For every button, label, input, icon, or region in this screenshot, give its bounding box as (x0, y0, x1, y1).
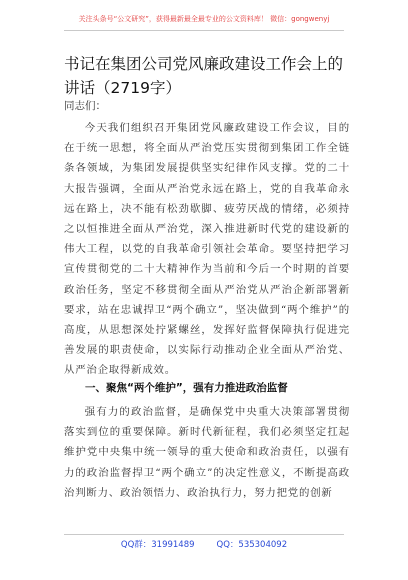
top-banner (64, 6, 344, 31)
banner-text: 关注头条号“公文研究”，获得最新最全最专业的公文资料库！ 微信：gongwenyj (78, 15, 330, 23)
section-heading: 一、聚焦“两个维护”，强有力推进政治监督 (85, 382, 288, 394)
body-paragraph: 强有力的政治监督，是确保党中央重大决策部署贯彻落实到位的重要保障。新时代新征程，我们必须坚定扛起维护党中央集中统一领导的重大使命和政治责任，以强有力的政治监督捍卫“两个确立”的决定性意义，不断提高政治判断力、政治领悟力、政治执行力，努力把党的创新 (64, 406, 350, 499)
footer-qq-group: QQ群：31991489 (120, 540, 195, 550)
footer-qq-contact: QQ：535304092 (216, 540, 288, 550)
body-paragraph: 今天我们组织召开集团党风廉政建设工作会议，目的在于统一思想，将全面从严治党压实贯彻到集团工作全链条各领域，为集团发展提供坚实纪律作风支撑。党的二十大报告强调，全面从严治党永远在路上，党的自我革命永远在路上，决不能有松劲歇脚、疲劳厌战的情绪，必须持之以恒推进全面从严治党，深入推进新时代党的建设新的伟大工程，以党的自我革命引领社会革命。要坚持把学习宣传贯彻党的二十大精神作为当前和今后一个时期的首要政治任务，坚定不移贯彻全面从严治党从严治企新部署新要求，站在忠诚捍卫“两个确立”，坚决做到“两个维护”的高度，从思想深处拧紧螺丝，发挥好监督保障执行促进完善发展的职责使命，以实际行动推动企业全面从严治党、从严治企取得新成效。 (64, 122, 350, 377)
page-footer (64, 534, 344, 555)
page-title: 书记在集团公司党风廉政建设工作会上的讲话（2719字） (64, 55, 344, 97)
salutation: 同志们： (64, 100, 106, 112)
